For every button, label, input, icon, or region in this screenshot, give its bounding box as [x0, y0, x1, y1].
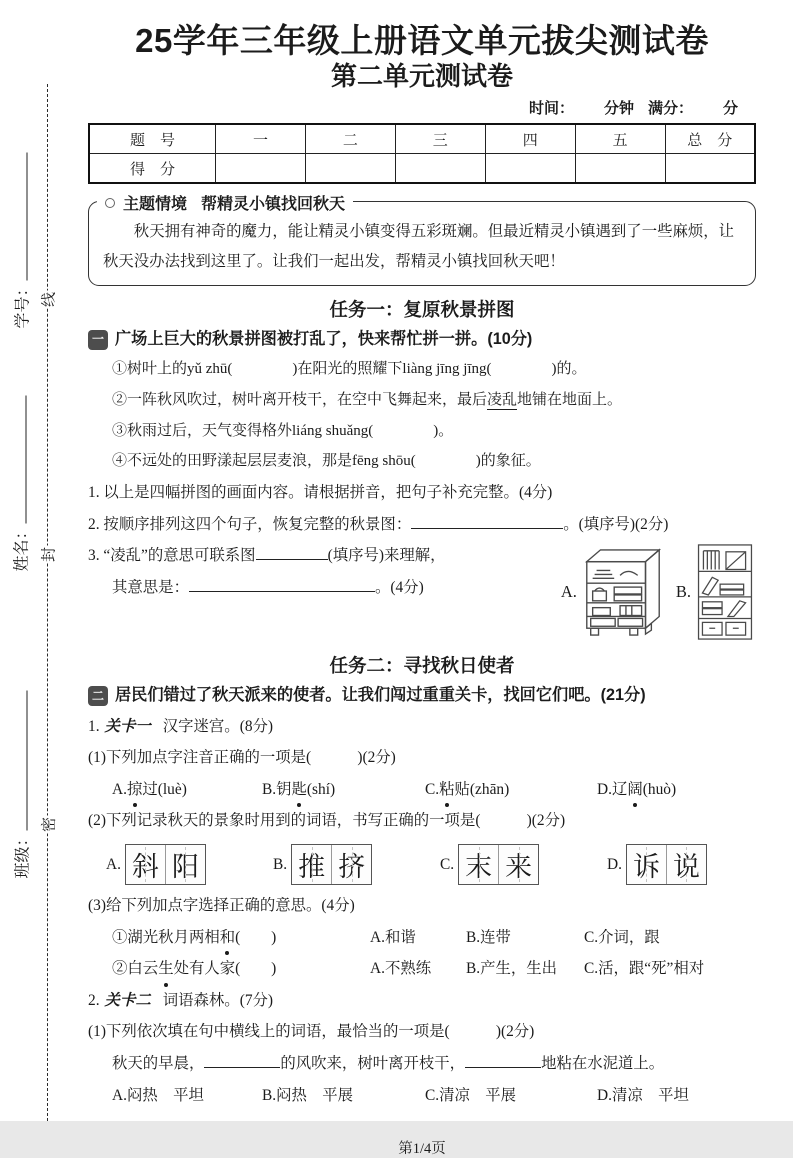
seal-char-line: 线 — [36, 291, 61, 309]
name-label: 姓名： — [13, 523, 31, 572]
grid-char: 阳 — [165, 845, 205, 884]
option-text: (shí) — [306, 780, 336, 798]
name-field — [9, 362, 32, 572]
section-two-icon: 二 — [88, 686, 108, 706]
cp1-question-1: (1)下列加点字注音正确的一项是( )(2分) — [88, 749, 396, 767]
paper-subtitle: 第二单元测试卷 — [330, 61, 513, 92]
seal-dashed-line — [47, 84, 48, 1121]
stem-text: 处有人家( ) — [173, 960, 277, 978]
character-grid-box — [291, 844, 372, 885]
option-text: B.钥 — [262, 780, 292, 798]
task1-question-1: 1. 以上是四幅拼图的画面内容。请根据拼音，把句子补充完整。(4分) — [88, 484, 553, 502]
cp1-number: 1. — [88, 717, 100, 735]
seal-char-feng: 封 — [36, 546, 61, 564]
sub2-option-c: C.活，跟“死”相对 — [584, 960, 705, 978]
option-c: C.清凉 平展 — [425, 1086, 517, 1104]
stem-text: ①湖光秋月两相 — [112, 928, 220, 946]
option-label: A. — [106, 855, 121, 873]
option-text: D.辽 — [597, 780, 628, 798]
class-field — [10, 649, 33, 879]
section2-score: (21分) — [600, 686, 646, 705]
score-header-cell: 四 — [485, 124, 575, 154]
main-content — [88, 20, 756, 1158]
item2-before: ②一阵秋风吹过，树叶离开枝干，在空中飞舞起来，最后 — [112, 391, 488, 408]
score-row-label: 得 分 — [89, 154, 216, 184]
grid-char: 推 — [292, 845, 331, 884]
section2-line — [88, 682, 756, 710]
option-b — [262, 774, 425, 806]
cp1-question-3: (3)给下列加点字选择正确的意思。(4分) — [88, 897, 355, 915]
tidy-cabinet-image — [580, 546, 666, 638]
score-table-value-row — [89, 154, 755, 184]
character-grid-box — [458, 844, 539, 885]
task1-heading: 任务一：复原秋景拼图 — [329, 298, 515, 320]
checkpoint2-title — [88, 985, 756, 1017]
grid-char: 斜 — [126, 845, 165, 884]
q3-mid: (填序号)来理解， — [327, 547, 446, 565]
score-cell-empty — [665, 154, 755, 184]
boxed-option-a — [106, 844, 273, 885]
section1-intro-text: 广场上巨大的秋景拼图被打乱了，快来帮忙拼一拼。 — [115, 329, 488, 348]
page-number: 第1/4页 — [398, 1141, 446, 1158]
character-grid-box — [626, 844, 707, 885]
section2-intro — [115, 682, 646, 710]
sub1-stem — [112, 922, 370, 954]
time-score-line — [88, 97, 738, 118]
cp1-rest: 汉字迷宫。(8分) — [162, 717, 274, 735]
sentence-blank-2 — [465, 1053, 541, 1068]
theme-box-header — [97, 191, 353, 214]
q2-before: 2. 按顺序排列这四个句子，恢复完整的秋景图： — [88, 515, 412, 533]
cp2-sentence — [88, 1048, 756, 1080]
q3-text — [88, 540, 534, 642]
boxed-option-b — [273, 844, 440, 885]
class-label: 班级： — [14, 830, 32, 879]
cp1-q3-sub2 — [88, 953, 756, 985]
sub1-option-b: B.连带 — [466, 928, 511, 946]
student-id-label: 学号： — [14, 280, 32, 329]
option-c — [425, 774, 597, 806]
task2-heading: 任务二：寻找秋日使者 — [329, 655, 515, 677]
item2-after: 地铺在地面上。 — [517, 391, 623, 408]
option-d: D.清凉 平坦 — [597, 1086, 689, 1104]
option-text: (huò) — [642, 780, 677, 798]
student-id-blank — [14, 152, 28, 280]
cp2-number: 2. — [88, 991, 100, 1009]
cp1-q2-options — [88, 844, 756, 885]
score-header-cell: 一 — [216, 124, 306, 154]
puzzle-item-2 — [88, 385, 756, 416]
score-table-header-row — [89, 124, 755, 154]
character-grid-box — [125, 844, 206, 885]
option-label: B. — [273, 855, 288, 873]
item2-underlined-word: 凌乱 — [487, 391, 518, 408]
cp2-name: 关卡二 — [104, 991, 151, 1009]
sub2-option-b: B.产生，生出 — [466, 960, 558, 978]
cp1-name: 关卡一 — [104, 717, 151, 735]
option-label: C. — [440, 855, 455, 873]
cp1-q3-sub1 — [88, 922, 756, 954]
cp2-q1-options — [88, 1080, 756, 1112]
cp1-q1-options — [88, 774, 756, 806]
sub1-option-a: A.和谐 — [370, 928, 416, 946]
option-a — [112, 774, 262, 806]
ring-icon — [105, 198, 115, 208]
puzzle-item-4: ④不远处的田野漾起层层麦浪，那是fēng shōu( )的象征。 — [112, 453, 541, 470]
puzzle-item-1: ①树叶上的yǔ zhū( )在阳光的照耀下liàng jīng jīng( )的。 — [112, 361, 587, 378]
task1-question-2 — [88, 509, 756, 541]
q3-meaning-blank — [189, 577, 375, 592]
score-header-cell: 五 — [575, 124, 665, 154]
grid-char: 诉 — [627, 845, 666, 884]
seal-char-mi: 密 — [36, 816, 61, 834]
q2-after: 。(填序号)(2分) — [563, 515, 669, 533]
figure-a-label: A. — [560, 582, 577, 602]
figure-a — [561, 546, 666, 638]
dotted-char: 阔 — [627, 774, 642, 806]
section2-intro-text: 居民们错过了秋天派来的使者。让我们闯过重重关卡，找回它们吧。 — [115, 686, 601, 705]
score-table — [88, 123, 756, 184]
option-text: 过(luè) — [142, 780, 187, 798]
dotted-char: 生 — [158, 953, 173, 985]
sub1-option-c: C.介词，跟 — [584, 928, 660, 946]
grid-char: 挤 — [331, 845, 371, 884]
dotted-char: 和 — [220, 922, 235, 954]
sentence-blank-1 — [204, 1053, 280, 1068]
task1-question-3 — [88, 540, 756, 642]
messy-bookshelf-image — [694, 542, 756, 642]
fullscore-unit: 分 — [722, 100, 738, 118]
sentence-seg3: 地粘在水泥道上。 — [541, 1054, 665, 1072]
time-label: 时间： — [528, 100, 574, 118]
grid-char: 说 — [666, 845, 706, 884]
section-one-icon: 一 — [88, 330, 108, 350]
theme-body: 秋天拥有神奇的魔力，能让精灵小镇变得五彩斑斓。但最近精灵小镇遇到了一些麻烦，让秋天没办法找到这里了。让我们一起出发，帮精灵小镇找回秋天吧！ — [103, 223, 735, 271]
theme-tag: 主题情境 — [123, 196, 188, 214]
score-cell-empty — [216, 154, 306, 184]
q2-answer-blank — [411, 514, 563, 529]
score-header-cell: 三 — [395, 124, 485, 154]
section1-intro — [115, 326, 532, 354]
q3-line2-before: 其意思是： — [112, 578, 189, 596]
grid-char: 末 — [459, 845, 498, 884]
option-text: A. — [112, 780, 127, 798]
cp2-rest: 词语森林。(7分) — [162, 991, 274, 1009]
option-b: B.闷热 平展 — [262, 1086, 354, 1104]
class-blank — [14, 690, 28, 830]
section1-line — [88, 326, 756, 354]
cp2-question-1: (1)下列依次填在句中横线上的词语，最恰当的一项是( )(2分) — [88, 1023, 535, 1041]
boxed-option-c — [440, 844, 607, 885]
score-header-cell: 题 号 — [89, 124, 216, 154]
option-d — [597, 774, 756, 806]
option-text: 贴(zhān) — [454, 780, 510, 798]
score-header-cell: 二 — [305, 124, 395, 154]
puzzle-item-3: ③秋雨过后，天气变得格外liáng shuǎng( )。 — [112, 422, 454, 439]
student-id-field — [10, 101, 33, 329]
dotted-char: 粘 — [439, 774, 454, 806]
sub2-stem — [112, 953, 370, 985]
fullscore-label: 满分： — [647, 100, 693, 118]
boxed-option-d — [607, 844, 707, 885]
q3-figure-blank — [256, 545, 328, 560]
name-blank — [13, 395, 27, 523]
score-cell-empty — [485, 154, 575, 184]
theme-box — [88, 196, 756, 285]
paper-title: 25学年三年级上册语文单元拔尖测试卷 — [135, 22, 709, 59]
score-cell-empty — [305, 154, 395, 184]
score-header-cell: 总 分 — [665, 124, 755, 154]
section1-score: (10分) — [487, 329, 533, 348]
score-cell-empty — [395, 154, 485, 184]
option-text: C. — [425, 780, 440, 798]
grid-char: 来 — [498, 845, 538, 884]
sentence-seg2: 的风吹来，树叶离开枝干， — [280, 1054, 466, 1072]
cp1-question-2: (2)下列记录秋天的景象时用到的词语，书写正确的一项是( )(2分) — [88, 812, 566, 830]
time-unit: 分钟 — [603, 100, 634, 118]
stem-text: ②白云 — [112, 960, 159, 978]
option-a: A.闷热 平坦 — [112, 1086, 204, 1104]
q3-figures — [534, 540, 756, 642]
q3-line2-after: 。(4分) — [374, 578, 424, 596]
stem-text: ( ) — [235, 928, 277, 946]
figure-b-label: B. — [675, 582, 691, 602]
score-cell-empty — [575, 154, 665, 184]
theme-title: 帮精灵小镇找回秋天 — [201, 196, 346, 214]
checkpoint1-title — [88, 711, 756, 743]
dotted-char: 掠 — [127, 774, 142, 806]
dotted-char: 匙 — [292, 774, 307, 806]
figure-b — [676, 542, 756, 642]
q3-before: 3. “凌乱”的意思可联系图 — [88, 547, 256, 565]
sub2-option-a: A.不熟练 — [370, 960, 432, 978]
q3-line1 — [88, 540, 534, 572]
sentence-seg1: 秋天的早晨， — [112, 1054, 205, 1072]
option-label: D. — [607, 855, 622, 873]
q3-line2 — [88, 572, 534, 604]
